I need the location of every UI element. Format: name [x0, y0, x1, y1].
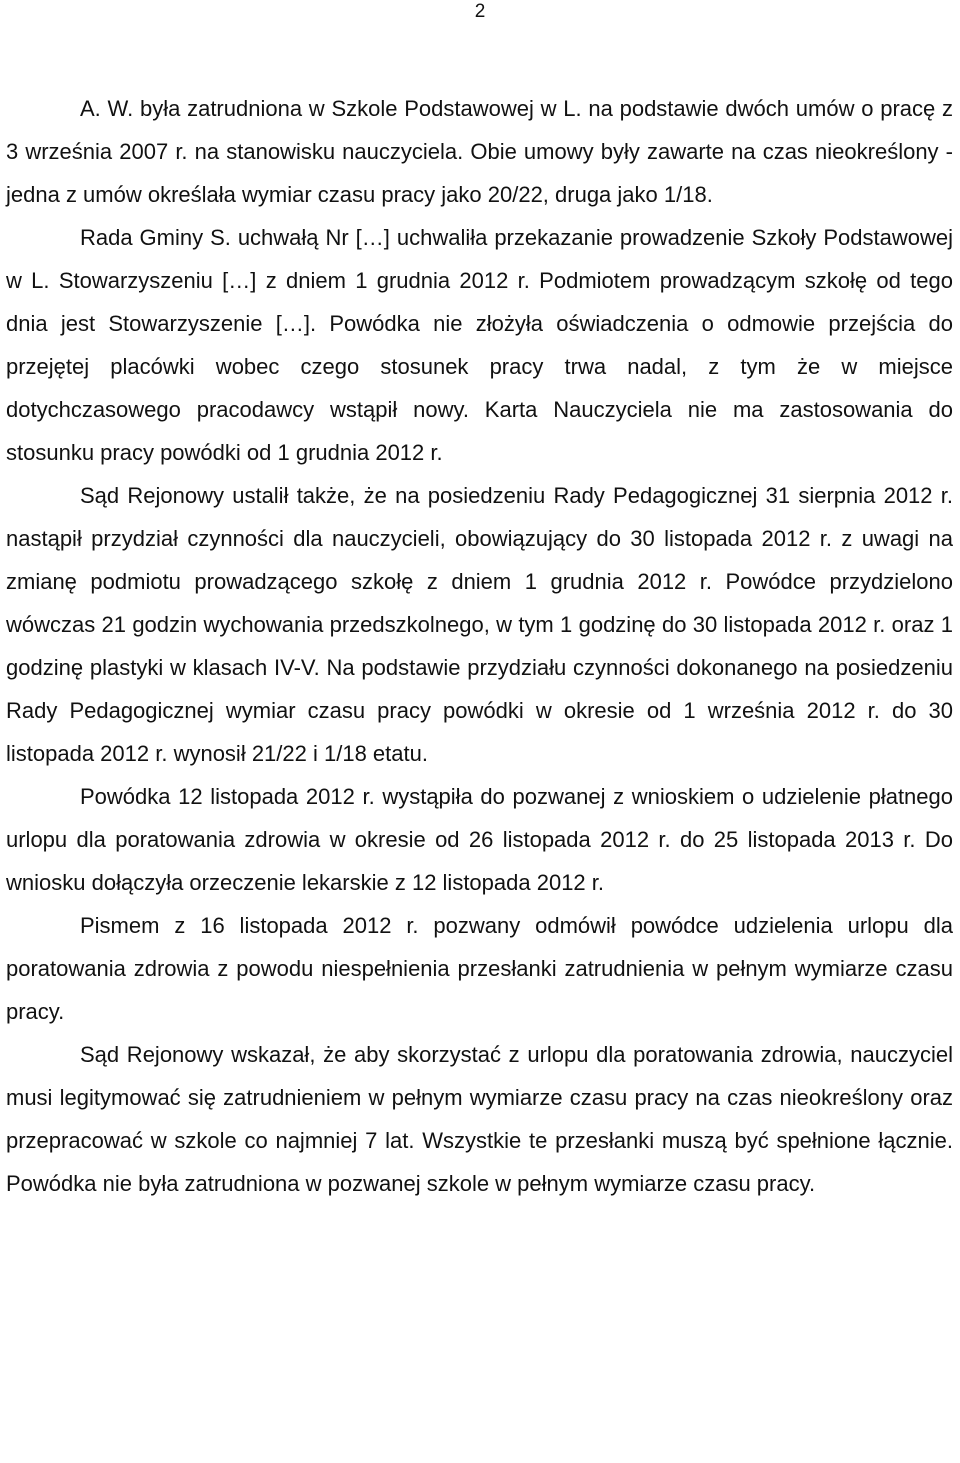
paragraph-school-transfer: Rada Gminy S. uchwałą Nr […] uchwaliła przekazanie prowadzenie Szkoły Podstawowej w L. Stowarzyszeniu […] z dniem 1 grudnia 2012 r. Podmiotem prowadzącym szkołę od tego dnia jest Stowarzyszenie […]. Powódka nie złożyła oświadczenia o odmowie przejścia do przejętej placówki wobec czego stosunek pracy trwa nadal, z tym że w miejsce dotychczasowego pracodawcy wstąpił nowy. Karta Nauczyciela nie ma zastosowania do stosunku pracy powódki od 1 grudnia 2012 r. — [6, 225, 953, 465]
page-number: 2 — [474, 1, 486, 22]
paragraph-leave-refusal: Pismem z 16 listopada 2012 r. pozwany odmówił powódce udzielenia urlopu dla poratowania zdrowia z powodu niespełnienia przesłanki zatrudnienia w pełnym wymiarze czasu pracy. — [6, 913, 953, 1024]
paragraph-duty-assignment: Sąd Rejonowy ustalił także, że na posiedzeniu Rady Pedagogicznej 31 sierpnia 2012 r. nastąpił przydział czynności dla nauczycieli, obowiązujący do 30 listopada 2012 r. z uwagi na zmianę podmiotu prowadzącego szkołę z dniem 1 grudnia 2012 r. Powódce przydzielono wówczas 21 godzin wychowania przedszkolnego, w tym 1 godzinę do 30 listopada 2012 r. oraz 1 godzinę plastyki w klasach IV-V. Na podstawie przydziału czynności dokonanego na posiedzeniu Rady Pedagogicznej wymiar czasu pracy powódki w okresie od 1 września 2012 r. do 30 listopada 2012 r. wynosił 21/22 i 1/18 etatu. — [6, 483, 953, 766]
document-body — [6, 87, 953, 1205]
paragraph-court-reasoning: Sąd Rejonowy wskazał, że aby skorzystać z urlopu dla poratowania zdrowia, nauczyciel musi legitymować się zatrudnieniem w pełnym wymiarze czasu pracy na czas nieokreślony oraz przepracować w szkole co najmniej 7 lat. Wszystkie te przesłanki muszą być spełnione łącznie. Powódka nie była zatrudniona w pozwanej szkole w pełnym wymiarze czasu pracy. — [6, 1042, 953, 1196]
paragraph-leave-request: Powódka 12 listopada 2012 r. wystąpiła do pozwanej z wnioskiem o udzielenie płatnego urlopu dla poratowania zdrowia w okresie od 26 listopada 2012 r. do 25 listopada 2013 r. Do wniosku dołączyła orzeczenie lekarskie z 12 listopada 2012 r. — [6, 784, 953, 895]
paragraph-employment: A. W. była zatrudniona w Szkole Podstawowej w L. na podstawie dwóch umów o pracę z 3 września 2007 r. na stanowisku nauczyciela. Obie umowy były zawarte na czas nieokreślony - jedna z umów określała wymiar czasu pracy jako 20/22, druga jako 1/18. — [6, 96, 953, 207]
